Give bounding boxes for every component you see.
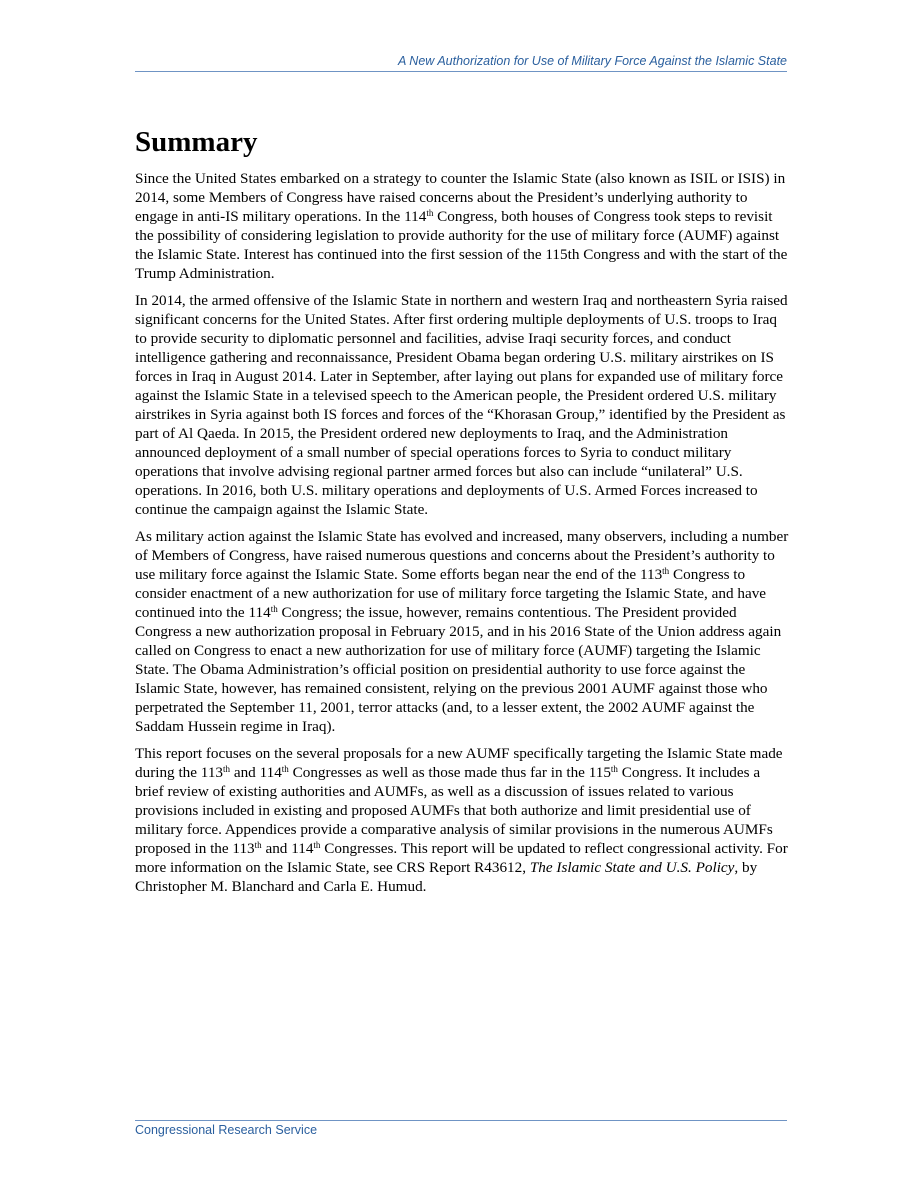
p4-text-c: Congresses as well as those made thus far in the 115 bbox=[288, 764, 611, 781]
p4-superscript-4: th bbox=[254, 840, 262, 850]
summary-paragraph-3 bbox=[135, 527, 789, 736]
p1-superscript-1: th bbox=[426, 208, 434, 218]
summary-paragraph-1 bbox=[135, 169, 789, 283]
p4-text-a: This report focuses on the several proposals for a new AUMF specifically targeting the Islamic State made during the 113 bbox=[135, 745, 783, 781]
summary-body bbox=[135, 169, 789, 904]
p4-text-f: Congresses. This report will be updated to reflect congressional activity. For more information on the Islamic State, see CRS Report R43612, bbox=[135, 840, 788, 876]
p3-text-a: As military action against the Islamic State has evolved and increased, many observers, including a number of Members of Congress, have raised numerous questions and concerns about the President’s authority to use military force against the Islamic State. Some efforts began near the end of the 113 bbox=[135, 528, 789, 583]
p4-superscript-3: th bbox=[610, 764, 618, 774]
page-footer bbox=[135, 1120, 787, 1138]
p3-text-b: Congress to consider enactment of a new authorization for use of military force targeting the Islamic State, and have continued into the 114 bbox=[135, 566, 767, 621]
page-title: Summary bbox=[135, 126, 258, 158]
p4-text-d: Congress. It includes a brief review of existing authorities and AUMFs, as well as a discussion of issues related to various provisions included in existing and proposed AUMFs that both authorize and limit presidential use of military force. Appendices provide a comparative analysis of similar provisions in the numerous AUMFs proposed in the 113 bbox=[135, 764, 773, 857]
p4-superscript-2: th bbox=[281, 764, 289, 774]
summary-paragraph-4 bbox=[135, 744, 789, 896]
p4-text-g: , by Christopher M. Blanchard and Carla E. Humud. bbox=[135, 859, 758, 895]
p3-text-c: Congress; the issue, however, remains contentious. The President provided Congress a new authorization proposal in February 2015, and in his 2016 State of the Union address again called on Congress to enact a new authorization for use of military force (AUMF) targeting the Islamic State. The Obama Administration’s official position on presidential authority to use force against the Islamic State, however, has remained consistent, relying on the previous 2001 AUMF against those who perpetrated the September 11, 2001, terror attacks (and, to a lesser extent, the 2002 AUMF against the Saddam Hussein regime in Iraq). bbox=[135, 604, 782, 735]
p4-superscript-5: th bbox=[313, 840, 321, 850]
running-header bbox=[135, 54, 787, 72]
running-header-title: A New Authorization for Use of Military Force Against the Islamic State bbox=[397, 54, 787, 68]
p1-text-a: Since the United States embarked on a strategy to counter the Islamic State (also known as ISIL or ISIS) in 2014, some Members of Congress have raised concerns about the President’s underlying authority to engage in anti-IS military operations. In the 114 bbox=[135, 170, 786, 225]
report-title-italic: The Islamic State and U.S. Policy bbox=[529, 859, 735, 876]
p4-text-e: and 114 bbox=[261, 840, 314, 857]
p3-superscript-2: th bbox=[270, 604, 278, 614]
footer-publisher: Congressional Research Service bbox=[135, 1123, 318, 1137]
p1-text-b: Congress, both houses of Congress took steps to revisit the possibility of considering legislation to provide authority for the use of military force (AUMF) against the Islamic State. Interest has continued into the first session of the 115th Congress and with the start of the Trump Administration. bbox=[135, 208, 788, 282]
p4-text-b: and 114 bbox=[230, 764, 282, 781]
p4-superscript-1: th bbox=[223, 764, 231, 774]
summary-paragraph-2: In 2014, the armed offensive of the Islamic State in northern and western Iraq and northeastern Syria raised significant concerns for the United States. After first ordering multiple deployments of U.S. troops to Iraq to provide security to diplomatic personnel and facilities, advise Iraqi security forces, and conduct intelligence gathering and reconnaissance, President Obama began ordering U.S. military airstrikes on IS forces in Iraq in August 2014. Later in September, after laying out plans for expanded use of military force against the Islamic State in a televised speech to the American people, the President ordered U.S. military airstrikes in Syria against both IS forces and forces of the “Khorasan Group,” identified by the President as part of Al Qaeda. In 2015, the President ordered new deployments to Iraq, and the Administration announced deployment of a small number of special operations forces to Syria to conduct military operations that involve advising regional partner armed forces but also can include “unilateral” U.S. operations. In 2016, both U.S. military operations and deployments of U.S. Armed Forces increased to continue the campaign against the Islamic State. bbox=[135, 292, 788, 518]
p3-superscript-1: th bbox=[662, 566, 670, 576]
